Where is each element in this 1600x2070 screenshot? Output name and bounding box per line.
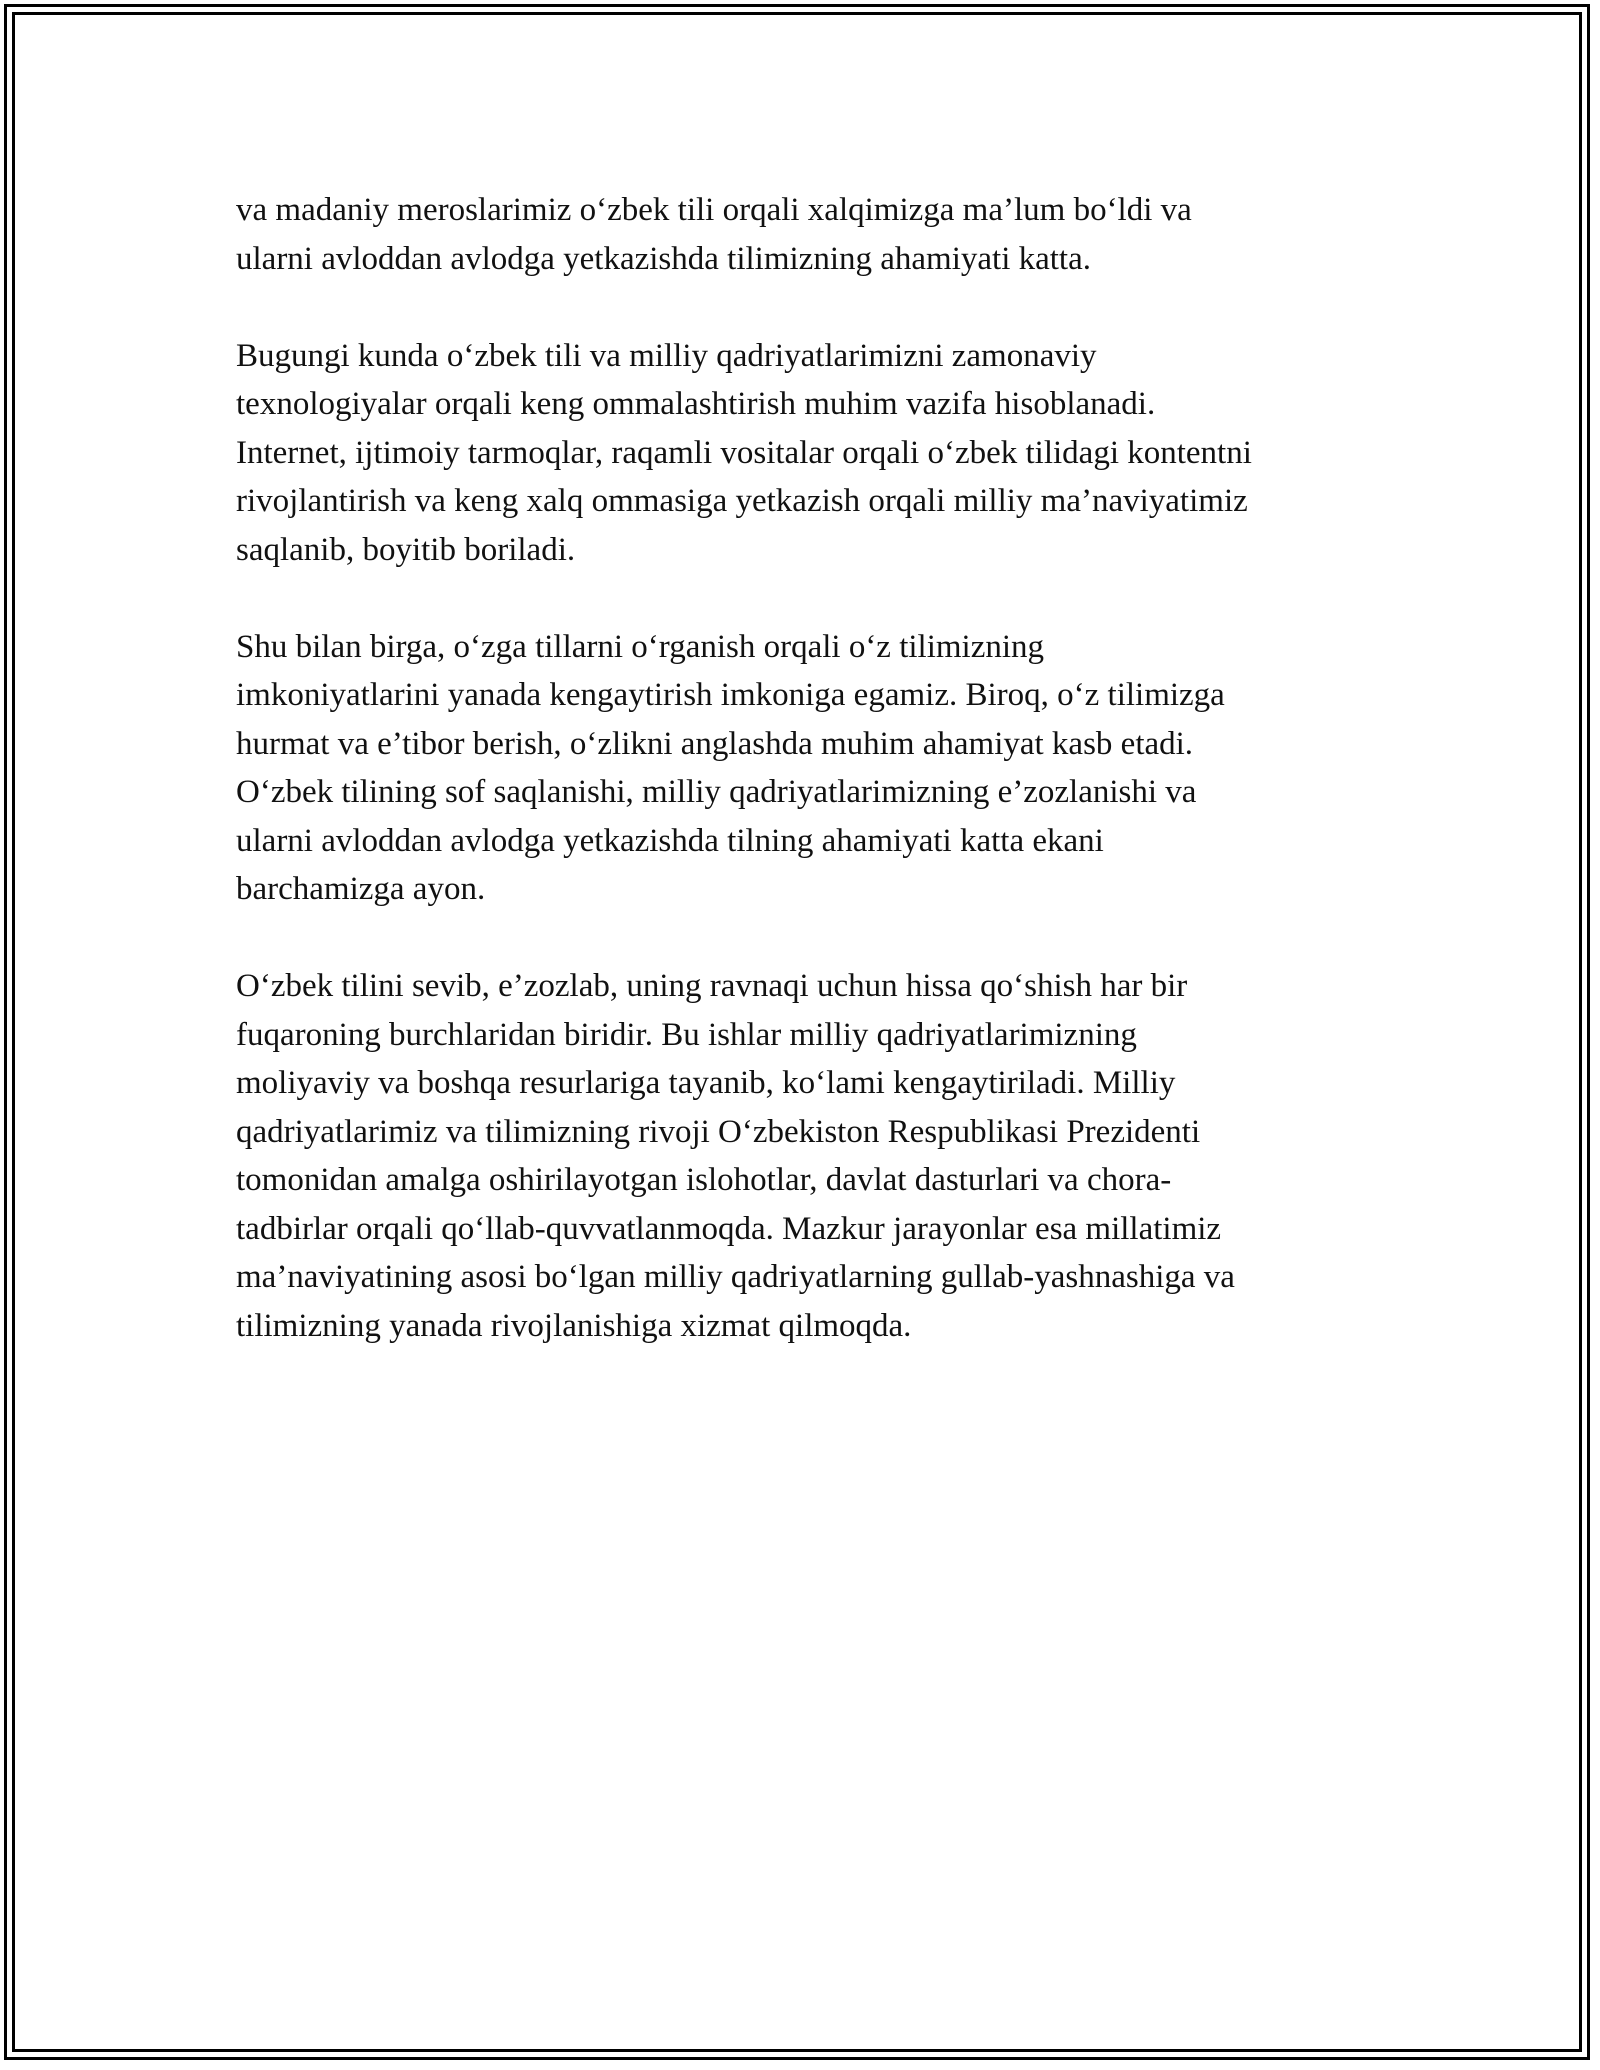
paragraph-4 — [236, 962, 1396, 1350]
document-body — [236, 186, 1396, 1399]
text-line: va madaniy meroslarimiz o‘zbek tili orqali xalqimizga ma’lum bo‘ldi va — [236, 192, 1192, 228]
text-line: ularni avloddan avlodga yetkazishda tilning ahamiyati katta ekani — [236, 822, 1104, 859]
text-line: tadbirlar orqali qo‘llab-quvvatlanmoqda. Mazkur jarayonlar esa millatimiz — [236, 1210, 1222, 1247]
text-line: O‘zbek tilining sof saqlanishi, milliy qadriyatlarimizning e’zozlanishi va — [236, 774, 1197, 810]
paragraph-3 — [236, 623, 1396, 914]
text-line: tilimizning yanada rivojlanishiga xizmat qilmoqda. — [236, 1307, 912, 1344]
text-line: Shu bilan birga, o‘zga tillarni o‘rganish orqali o‘z tilimizning — [236, 628, 1045, 665]
text-line: fuqaroning burchlaridan biridir. Bu ishlar milliy qadriyatlarimizning — [236, 1016, 1137, 1053]
text-line: barchamizga ayon. — [236, 871, 486, 907]
text-line: texnologiyalar orqali keng ommalashtirish muhim vazifa hisoblanadi. — [236, 386, 1156, 422]
text-line: qadriyatlarimiz va tilimizning rivoji O‘zbekiston Respublikasi Prezidenti — [236, 1113, 1201, 1150]
text-line: Internet, ijtimoiy tarmoqlar, raqamli vositalar orqali o‘zbek tilidagi kontentni — [236, 434, 1252, 471]
text-line: imkoniyatlarini yanada kengaytirish imkoniga egamiz. Biroq, o‘z tilimizga — [236, 677, 1225, 713]
text-line: moliyaviy va boshqa resurlariga tayanib, ko‘lami kengaytiriladi. Milliy — [236, 1065, 1176, 1101]
text-line: Bugungi kunda o‘zbek tili va milliy qadriyatlarimizni zamonaviy — [236, 337, 1097, 374]
text-line: ma’naviyatining asosi bo‘lgan milliy qadriyatlarning gullab-yashnashiga va — [236, 1259, 1235, 1295]
text-line: ularni avloddan avlodga yetkazishda tilimizning ahamiyati katta. — [236, 240, 1091, 277]
text-line: tomonidan amalga oshirilayotgan islohotlar, davlat dasturlari va chora- — [236, 1162, 1172, 1198]
paragraph-1 — [236, 186, 1396, 283]
text-line: rivojlantirish va keng xalq ommasiga yetkazish orqali milliy ma’naviyatimiz — [236, 483, 1248, 519]
text-line: saqlanib, boyitib boriladi. — [236, 531, 576, 568]
paragraph-2 — [236, 332, 1396, 575]
text-line: O‘zbek tilini sevib, e’zozlab, uning ravnaqi uchun hissa qo‘shish har bir — [236, 968, 1188, 1004]
text-line: hurmat va e’tibor berish, o‘zlikni anglashda muhim ahamiyat kasb etadi. — [236, 725, 1194, 762]
